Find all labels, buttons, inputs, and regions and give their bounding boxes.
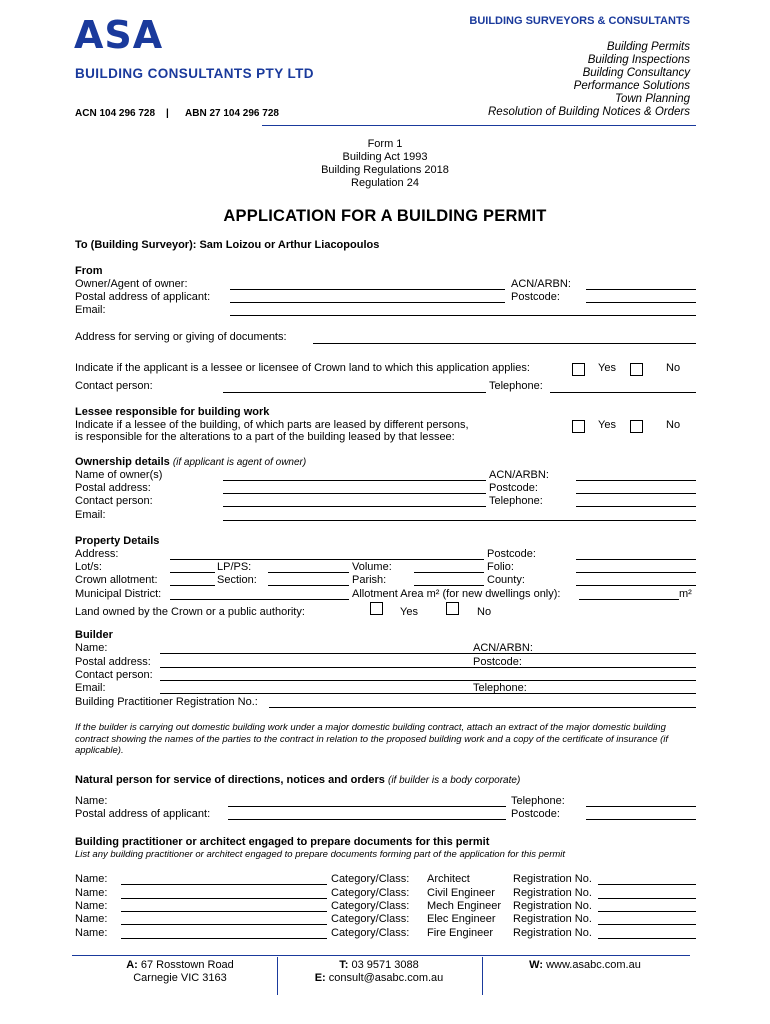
footer-web-label: W: — [529, 959, 544, 971]
builder-email-label: Email: — [75, 682, 106, 694]
property-crown-allotment-label: Crown allotment: — [75, 574, 158, 586]
lessee-yes-label: Yes — [598, 419, 616, 431]
contact-person-label: Contact person: — [75, 380, 153, 392]
property-municipal-label: Municipal District: — [75, 588, 162, 600]
property-heading: Property Details — [75, 535, 160, 547]
lessee-yes-checkbox[interactable] — [572, 420, 585, 433]
natural-person-heading: Natural person for service of directions, notices and orders — [75, 774, 385, 786]
practitioner-role: Elec Engineer — [427, 913, 496, 925]
contact-person-field[interactable] — [223, 392, 486, 393]
lessee-no-checkbox[interactable] — [630, 420, 643, 433]
crown-no-checkbox[interactable] — [630, 363, 643, 376]
builder-heading: Builder — [75, 629, 113, 641]
footer-column-divider — [277, 957, 278, 995]
from-heading: From — [75, 265, 103, 277]
property-parish-label: Parish: — [352, 574, 387, 586]
practitioner-name-label: Name: — [75, 873, 108, 885]
crown-authority-yes-label: Yes — [400, 606, 418, 618]
property-section-field[interactable] — [268, 585, 349, 586]
crown-authority-no-checkbox[interactable] — [446, 602, 459, 615]
footer-contact — [279, 959, 479, 985]
property-folio-label: Folio: — [487, 561, 514, 573]
property-allotment-area-field[interactable] — [579, 599, 679, 600]
footer-address-label: A: — [126, 959, 138, 971]
owner-postal-field[interactable] — [223, 493, 486, 494]
builder-postcode-label: Postcode: — [473, 656, 522, 668]
postcode-label: Postcode: — [511, 291, 560, 303]
practitioner-reg-label: Registration No. — [513, 873, 592, 885]
practitioner-name-field[interactable] — [121, 898, 327, 899]
footer-column-divider — [482, 957, 483, 995]
property-county-label: County: — [487, 574, 525, 586]
practitioner-note: List any building practitioner or architect engaged to prepare documents forming part of the application for this permit — [75, 849, 566, 860]
property-municipal-field[interactable] — [170, 599, 349, 600]
builder-contract-note: If the builder is carrying out domestic building work under a major domestic building contract, attach an extract of the major domestic building contract showing the names of the parties to the contract in relation to the proposed building work and a copy of the certificate of insurance (if applicable). — [75, 722, 669, 756]
property-address-label: Address: — [75, 548, 119, 560]
builder-acn-label: ACN/ARBN: — [473, 642, 533, 654]
ownership-heading: Ownership details — [75, 456, 170, 468]
footer-phone-label: T: — [339, 959, 349, 971]
builder-email-field[interactable] — [160, 693, 696, 694]
footer-address-line-2: Carnegie VIC 3163 — [133, 972, 227, 984]
acn-number: ACN 104 296 728 — [75, 108, 156, 119]
service-item: Building Permits — [606, 41, 690, 53]
practitioner-category-label: Category/Class: — [331, 873, 410, 885]
builder-registration-label: Building Practitioner Registration No.: — [75, 696, 258, 708]
builder-registration-field[interactable] — [269, 707, 696, 708]
builder-contact-label: Contact person: — [75, 669, 153, 681]
owner-contact-field[interactable] — [223, 506, 486, 507]
owner-postal-label: Postal address: — [75, 482, 151, 494]
email-field[interactable] — [230, 315, 696, 316]
practitioner-name-field[interactable] — [121, 884, 327, 885]
owner-contact-label: Contact person: — [75, 495, 153, 507]
property-allotment-area-label: Allotment Area m² (for new dwellings only): — [352, 588, 561, 600]
property-m2-unit: m² — [679, 588, 692, 600]
footer-address — [85, 959, 275, 985]
crown-authority-yes-checkbox[interactable] — [370, 602, 383, 615]
property-section-label: Section: — [217, 574, 257, 586]
property-lots-label: Lot/s: — [75, 561, 102, 573]
abn-number: ABN 27 104 296 728 — [185, 108, 279, 119]
owner-postcode-label: Postcode: — [489, 482, 538, 494]
practitioner-reg-label: Registration No. — [513, 887, 592, 899]
postal-address-label: Postal address of applicant: — [75, 291, 211, 303]
natural-telephone-field[interactable] — [586, 806, 696, 807]
telephone-label: Telephone: — [489, 380, 543, 392]
email-label: Email: — [75, 304, 106, 316]
property-parish-field[interactable] — [414, 585, 484, 586]
practitioner-role: Architect — [427, 873, 470, 885]
acn-abn-separator: | — [166, 108, 169, 119]
natural-postcode-label: Postcode: — [511, 808, 560, 820]
practitioner-reg-field[interactable] — [598, 924, 696, 925]
owner-email-field[interactable] — [223, 520, 696, 521]
owner-postcode-field[interactable] — [576, 493, 696, 494]
services-list — [488, 41, 690, 119]
service-item: Building Consultancy — [582, 67, 690, 79]
service-item: Performance Solutions — [573, 80, 690, 92]
lessee-line-2: is responsible for the alterations to a part of the building leased by that lessee: — [75, 431, 455, 443]
property-crown-allotment-field[interactable] — [170, 585, 215, 586]
footer-address-line-1: 67 Rosstown Road — [137, 959, 234, 971]
crown-no-label: No — [666, 362, 681, 374]
practitioner-reg-field[interactable] — [598, 898, 696, 899]
practitioner-name-label: Name: — [75, 913, 108, 925]
natural-postal-field[interactable] — [228, 819, 506, 820]
company-logo: ASA — [74, 13, 164, 57]
practitioner-name-label: Name: — [75, 927, 108, 939]
company-tagline: BUILDING SURVEYORS & CONSULTANTS — [469, 15, 690, 27]
natural-telephone-label: Telephone: — [511, 795, 565, 807]
builder-name-label: Name: — [75, 642, 108, 654]
builder-postal-label: Postal address: — [75, 656, 151, 668]
builder-name-field[interactable] — [160, 653, 696, 654]
address-serving-field[interactable] — [313, 343, 696, 344]
header-divider — [262, 125, 696, 126]
crown-yes-label: Yes — [598, 362, 616, 374]
builder-contact-field[interactable] — [160, 680, 696, 681]
natural-person-heading-row — [75, 774, 520, 786]
footer-phone: 03 9571 3088 — [348, 959, 419, 971]
property-lots-field[interactable] — [170, 572, 215, 573]
practitioner-category-label: Category/Class: — [331, 887, 410, 899]
natural-postal-label: Postal address of applicant: — [75, 808, 211, 820]
practitioner-category-label: Category/Class: — [331, 927, 410, 939]
practitioner-reg-field[interactable] — [598, 938, 696, 939]
crown-yes-checkbox[interactable] — [572, 363, 585, 376]
page-title: APPLICATION FOR A BUILDING PERMIT — [223, 207, 547, 225]
owner-telephone-field[interactable] — [576, 506, 696, 507]
property-postcode-label: Postcode: — [487, 548, 536, 560]
natural-postcode-field[interactable] — [586, 819, 696, 820]
crown-authority-label: Land owned by the Crown or a public authority: — [75, 606, 305, 618]
practitioner-category-label: Category/Class: — [331, 900, 410, 912]
property-postcode-field[interactable] — [576, 559, 696, 560]
service-item: Town Planning — [614, 93, 690, 105]
postcode-field[interactable] — [586, 302, 696, 303]
crown-authority-no-label: No — [477, 606, 492, 618]
address-serving-label: Address for serving or giving of documents: — [75, 331, 287, 343]
telephone-field[interactable] — [550, 392, 696, 393]
footer-divider — [72, 955, 690, 956]
property-lpps-label: LP/PS: — [217, 561, 252, 573]
property-folio-field[interactable] — [576, 572, 696, 573]
service-item: Building Inspections — [587, 54, 690, 66]
practitioner-role: Fire Engineer — [427, 927, 494, 939]
company-name: BUILDING CONSULTANTS PTY LTD — [75, 66, 314, 81]
lessee-no-label: No — [666, 419, 681, 431]
builder-telephone-label: Telephone: — [473, 682, 527, 694]
natural-person-note: (if builder is a body corporate) — [387, 775, 521, 786]
footer-email-label: E: — [314, 972, 326, 984]
practitioner-reg-label: Registration No. — [513, 900, 592, 912]
practitioner-reg-label: Registration No. — [513, 913, 592, 925]
form-info — [285, 138, 485, 190]
form-regulations: Building Regulations 2018 — [321, 164, 449, 176]
property-volume-label: Volume: — [352, 561, 392, 573]
owner-email-label: Email: — [75, 509, 106, 521]
practitioner-name-field[interactable] — [121, 924, 327, 925]
property-lpps-field[interactable] — [268, 572, 349, 573]
property-address-field[interactable] — [170, 559, 484, 560]
footer-web — [485, 959, 685, 972]
practitioner-reg-field[interactable] — [598, 911, 696, 912]
practitioner-name-label: Name: — [75, 900, 108, 912]
form-number: Form 1 — [367, 138, 403, 150]
acn-arbn-label: ACN/ARBN: — [511, 278, 571, 290]
owner-name-field[interactable] — [223, 480, 486, 481]
footer-email-link[interactable]: consult@asabc.com.au — [325, 972, 444, 984]
practitioner-reg-label: Registration No. — [513, 927, 592, 939]
owner-acn-field[interactable] — [576, 480, 696, 481]
service-item: Resolution of Building Notices & Orders — [488, 106, 690, 118]
lessee-line-1: Indicate if a lessee of the building, of which parts are leased by different persons, — [75, 419, 469, 431]
practitioner-role: Mech Engineer — [427, 900, 501, 912]
form-act: Building Act 1993 — [342, 151, 428, 163]
owner-telephone-label: Telephone: — [489, 495, 543, 507]
to-building-surveyor: To (Building Surveyor): Sam Loizou or Arthur Liacopoulos — [75, 239, 380, 251]
owner-agent-label: Owner/Agent of owner: — [75, 278, 188, 290]
form-regulation-number: Regulation 24 — [351, 177, 419, 189]
property-volume-field[interactable] — [414, 572, 484, 573]
crown-land-question: Indicate if the applicant is a lessee or licensee of Crown land to which this application applies: — [75, 362, 530, 374]
owner-name-label: Name of owner(s) — [75, 469, 163, 481]
postal-address-field[interactable] — [230, 302, 505, 303]
property-county-field[interactable] — [576, 585, 696, 586]
practitioner-category-label: Category/Class: — [331, 913, 410, 925]
builder-postal-field[interactable] — [160, 667, 696, 668]
footer-web-link[interactable]: www.asabc.com.au — [543, 959, 641, 971]
owner-acn-label: ACN/ARBN: — [489, 469, 549, 481]
ownership-heading-row — [75, 456, 306, 468]
owner-agent-field[interactable] — [230, 289, 505, 290]
practitioner-name-field[interactable] — [121, 938, 327, 939]
acn-arbn-field[interactable] — [586, 289, 696, 290]
lessee-heading: Lessee responsible for building work — [75, 406, 270, 418]
natural-name-label: Name: — [75, 795, 108, 807]
natural-name-field[interactable] — [228, 806, 506, 807]
practitioner-role: Civil Engineer — [427, 887, 495, 899]
ownership-note: (if applicant is agent of owner) — [172, 457, 307, 468]
practitioner-heading: Building practitioner or architect engaged to prepare documents for this permit — [75, 836, 490, 848]
practitioner-reg-field[interactable] — [598, 884, 696, 885]
practitioner-name-field[interactable] — [121, 911, 327, 912]
practitioner-name-label: Name: — [75, 887, 108, 899]
